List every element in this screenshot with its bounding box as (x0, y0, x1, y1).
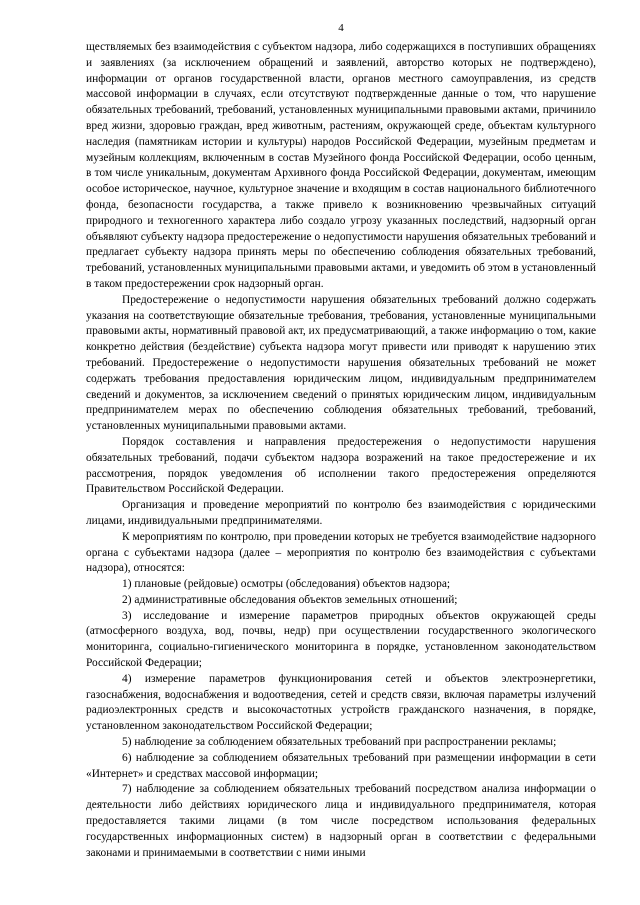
list-item-3: 3) исследование и измерение параметров природных объектов окружающей среды (атмосферного воздуха, вод, почвы, недр) при осуществлении государственного экологического мониторинга, социально-гигиенического мониторинга в порядке, установленном законодательством Российской Федерации; (86, 609, 596, 670)
list-item-1: 1) плановые (рейдовые) осмотры (обследования) объектов надзора; (122, 578, 451, 591)
paragraph-continuation: ществляемых без взаимодействия с субъектом надзора, либо содержащихся в поступивших обращениях и заявлениях (за исключением обращений и заявлений, авторство которых не подтверждено), информации от органов государственной власти, органов местного самоуправления, из средств массовой информации в случаях, если отсутствуют подтвержденные данные о том, что нарушение обязательных требований, требований, установленных муниципальными правовыми актами, причинило вред жизни, здоровью граждан, вред животным, растениям, окружающей среде, объектам культурного наследия (памятникам истории и культуры) народов Российской Федерации, музейным предметам и музейным коллекциям, включенным в состав Музейного фонда Российской Федерации, особо ценным, в том числе уникальным, документам Архивного фонда Российской Федерации, документам, имеющим особое историческое, научное, культурное значение и входящим в состав национального библиотечного фонда, безопасности государства, а также привело к возникновению чрезвычайных ситуаций природного и техногенного характера либо создало угрозу указанных последствий, надзорный орган объявляют субъекту надзора предостережение о недопустимости нарушения обязательных требований и предлагает субъекту надзора принять меры по обеспечению соблюдения обязательных требований, требований, установленных муниципальными правовыми актами, и уведомить об этом в установленный в таком предостережении срок надзорный орган. (86, 41, 596, 290)
page-number: 4 (338, 22, 344, 34)
paragraph-warning-procedure: Порядок составления и направления предостережения о недопустимости нарушения обязательных требований, подачи субъектом надзора возражений на такое предостережение и их рассмотрения, порядок уведомления об исполнении такого предостережения определяются Правительством Российской Федерации. (86, 435, 596, 496)
paragraph-section-heading: Организация и проведение мероприятий по контролю без взаимодействия с юридическими лицами, индивидуальными предпринимателями. (86, 499, 596, 527)
document-body (86, 40, 596, 861)
list-item-4: 4) измерение параметров функционирования сетей и объектов электроэнергетики, газоснабжения, водоснабжения и водоотведения, сетей и средств связи, включая параметры излучений радиоэлектронных средств и высокочастотных устройств гражданского назначения, в порядке, установленном законодательством Российской Федерации; (86, 672, 596, 733)
list-item-6: 6) наблюдение за соблюдением обязательных требований при размещении информации в сети «Интернет» и средствах массовой информации; (86, 751, 596, 780)
paragraph-warning-content: Предостережение о недопустимости нарушения обязательных требований должно содержать указания на соответствующие обязательные требования, требования, установленные муниципальными правовыми акты, нормативный правовой акт, их предусматривающий, а также информацию о том, какие конкретно действия (бездействие) субъекта надзора могут привести или приводят к нарушению этих требований. Предостережение о недопустимости нарушения обязательных требований не может содержать требования предоставления юридическим лицом, индивидуальным предпринимателем сведений и документов, за исключением сведений о принятых юридическим лицом, индивидуальным предпринимателем мерах по обеспечению соблюдения обязательных требований, требований, установленных муниципальными правовыми актами. (86, 293, 596, 433)
list-item-7: 7) наблюдение за соблюдением обязательных требований посредством анализа информации о деятельности либо действиях юридического лица и индивидуального предпринимателя, которая предоставляется такими лицами (в том числе посредством использования федеральных государственных информационных систем) в надзорный орган в соответствии с федеральными законами и принимаемыми в соответствии с ними иными (86, 783, 596, 859)
paragraph-measures-intro: К мероприятиям по контролю, при проведении которых не требуется взаимодействие надзорного органа с субъектами надзора (далее – мероприятия по контролю без взаимодействия с субъектами надзора), относятся: (86, 530, 596, 575)
list-item-5: 5) наблюдение за соблюдением обязательных требований при распространении рекламы; (122, 736, 557, 749)
list-item-2: 2) административные обследования объектов земельных отношений; (122, 593, 458, 606)
